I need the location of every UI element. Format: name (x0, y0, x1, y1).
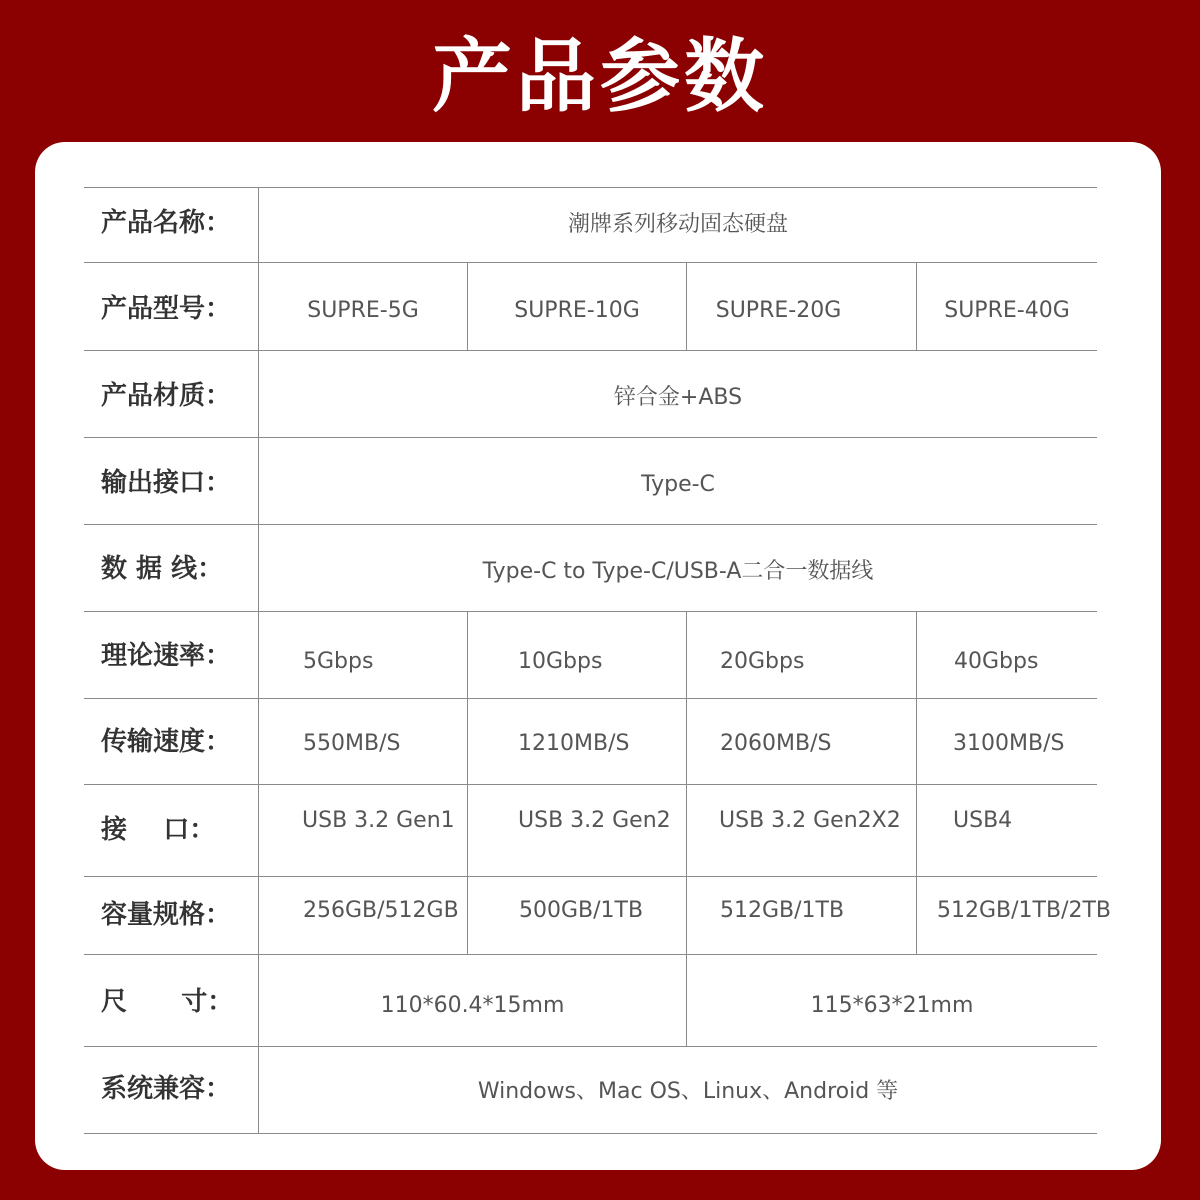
size-value: 110*60.4*15mm (380, 993, 565, 1018)
table-rule (84, 262, 1097, 263)
theory-rate-value: 40Gbps (954, 649, 1039, 674)
theory-rate-value: 10Gbps (518, 649, 603, 674)
row-label-model: 产品型号： (101, 294, 232, 324)
cable-value: Type-C to Type-C/USB-A二合一数据线 (482, 559, 874, 584)
table-rule (84, 784, 1097, 785)
theory-rate-value: 20Gbps (720, 649, 805, 674)
row-label-interface: 接 口： (101, 815, 216, 845)
transfer-speed-value: 2060MB/S (720, 731, 832, 756)
model-value: SUPRE-20G (715, 298, 842, 323)
row-label-transfer-speed: 传输速度： (101, 727, 232, 757)
page-title: 产品参数 (432, 30, 768, 123)
column-divider (916, 611, 917, 954)
transfer-speed-value: 550MB/S (303, 731, 401, 756)
interface-value: USB 3.2 Gen2 (518, 808, 671, 833)
transfer-speed-value: 3100MB/S (953, 731, 1065, 756)
product-name-value: 潮牌系列移动固态硬盘 (567, 212, 788, 237)
capacity-value: 512GB/1TB (720, 898, 845, 923)
table-rule (84, 876, 1097, 877)
table-rule (84, 524, 1097, 525)
capacity-value: 500GB/1TB (519, 898, 644, 923)
model-value: SUPRE-5G (307, 298, 419, 323)
row-label-capacity: 容量规格： (101, 900, 232, 930)
row-label-compat: 系统兼容： (101, 1074, 232, 1104)
table-rule (84, 187, 1097, 188)
row-label-theory-rate: 理论速率： (101, 641, 232, 671)
row-label-size: 尺 寸： (101, 987, 234, 1017)
transfer-speed-value: 1210MB/S (518, 731, 630, 756)
compat-value: Windows、Mac OS、Linux、Android 等 (477, 1079, 899, 1104)
capacity-value: 256GB/512GB (303, 898, 459, 923)
table-rule (84, 698, 1097, 699)
row-label-cable: 数 据 线： (101, 554, 224, 584)
output-value: Type-C (641, 472, 715, 497)
table-rule (84, 1133, 1097, 1134)
row-label-output: 输出接口： (101, 468, 232, 498)
table-rule (84, 350, 1097, 351)
table-rule (84, 611, 1097, 612)
table-rule (84, 437, 1097, 438)
theory-rate-value: 5Gbps (303, 649, 374, 674)
row-label-material: 产品材质： (101, 381, 232, 411)
interface-value: USB 3.2 Gen1 (302, 808, 455, 833)
capacity-value: 512GB/1TB/2TB (937, 898, 1112, 923)
size-value: 115*63*21mm (810, 993, 974, 1018)
column-divider (467, 611, 468, 954)
table-rule (84, 954, 1097, 955)
table-rule (84, 1046, 1097, 1047)
spec-table (84, 187, 1112, 1135)
row-label-name: 产品名称： (101, 208, 232, 238)
interface-value: USB4 (953, 808, 1013, 833)
material-value: 锌合金+ABS (613, 385, 743, 410)
interface-value: USB 3.2 Gen2X2 (719, 808, 901, 833)
model-value: SUPRE-40G (944, 298, 1070, 323)
column-divider (258, 187, 259, 1133)
column-divider (686, 611, 687, 954)
model-value: SUPRE-10G (514, 298, 640, 323)
